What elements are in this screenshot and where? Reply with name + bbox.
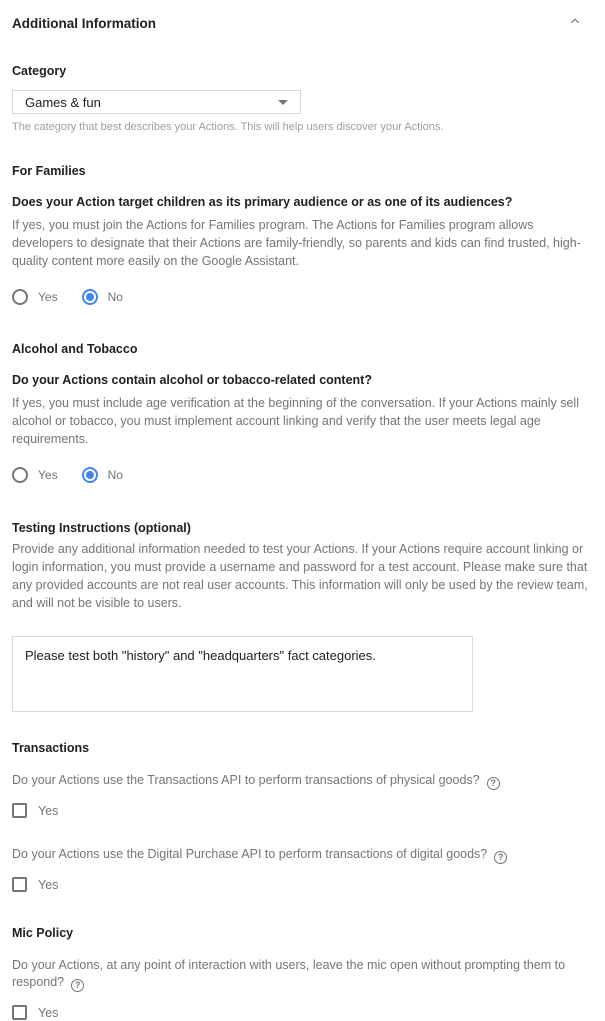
alcohol-tobacco-radio-yes[interactable] — [12, 467, 58, 483]
category-selected-value: Games & fun — [25, 94, 101, 110]
transactions-digital-question — [12, 846, 591, 864]
transactions-physical-question-text: Do your Actions use the Transactions API to perform transactions of physical goods? — [12, 773, 480, 787]
transactions-digital-checkbox[interactable] — [12, 877, 27, 892]
for-families-radio-yes[interactable] — [12, 289, 58, 305]
checkbox-label-yes: Yes — [38, 877, 59, 892]
collapse-section-button[interactable] — [565, 13, 585, 33]
for-families-radio-no[interactable] — [82, 289, 123, 305]
chevron-up-icon — [568, 14, 582, 33]
testing-instructions-title: Testing Instructions (optional) — [12, 521, 191, 535]
mic-policy-checkbox[interactable] — [12, 1005, 27, 1020]
radio-label-yes: Yes — [38, 468, 58, 482]
radio-label-yes: Yes — [38, 290, 58, 304]
category-select[interactable] — [12, 90, 301, 114]
mic-policy-title: Mic Policy — [12, 926, 74, 940]
section-header — [12, 13, 591, 33]
radio-label-no: No — [107, 468, 123, 482]
caret-down-icon — [278, 100, 288, 105]
radio-selected-icon — [82, 289, 98, 305]
mic-policy-question-text: Do your Actions, at any point of interaction with users, leave the mic open without prompting them to respond? — [12, 958, 566, 989]
for-families-title: For Families — [12, 164, 86, 178]
mic-policy-section — [12, 926, 591, 1021]
alcohol-tobacco-radio-group — [12, 466, 591, 484]
transactions-digital-question-text: Do your Actions use the Digital Purchase API to perform transactions of digital goods? — [12, 847, 488, 861]
transactions-physical-row — [12, 802, 591, 819]
help-icon[interactable]: ? — [487, 777, 500, 790]
transactions-physical-checkbox[interactable] — [12, 803, 27, 818]
transactions-section — [12, 741, 591, 893]
alcohol-tobacco-description: If yes, you must include age verification at the beginning of the conversation. If your Actions mainly sell alcohol or tobacco, you must implement account linking and verify that the user meets legal age requirements. — [12, 396, 579, 446]
mic-policy-question — [12, 957, 591, 992]
checkbox-label-yes: Yes — [38, 1005, 59, 1020]
radio-unselected-icon — [12, 467, 28, 483]
for-families-question: Does your Action target children as its primary audience or as one of its audiences? — [12, 195, 513, 209]
alcohol-tobacco-title: Alcohol and Tobacco — [12, 342, 138, 356]
alcohol-tobacco-radio-no[interactable] — [82, 467, 123, 483]
transactions-digital-row — [12, 876, 591, 893]
testing-instructions-description: Provide any additional information needed to test your Actions. If your Actions require account linking or login information, you must provide a username and password for a test account. Please make sure that any provided accounts are not real user accounts. This information will only be used by the review team, and will not be visible to users. — [12, 542, 588, 610]
radio-selected-icon — [82, 467, 98, 483]
radio-label-no: No — [107, 290, 123, 304]
for-families-section — [12, 164, 591, 306]
testing-instructions-input[interactable] — [12, 636, 473, 712]
for-families-radio-group — [12, 288, 591, 306]
category-label: Category — [12, 64, 67, 78]
page-title: Additional Information — [12, 15, 156, 31]
help-icon[interactable]: ? — [71, 979, 84, 992]
checkbox-label-yes: Yes — [38, 803, 59, 818]
mic-policy-row — [12, 1004, 591, 1021]
category-helper-text: The category that best describes your Actions. This will help users discover your Actions. — [12, 121, 444, 133]
testing-instructions-section — [12, 521, 591, 712]
help-icon[interactable]: ? — [494, 851, 507, 864]
for-families-description: If yes, you must join the Actions for Families program. The Actions for Families program allows developers to designate that their Actions are family-friendly, so parents and kids can find trusted, high-quality content more easily on the Google Assistant. — [12, 218, 581, 268]
transactions-title: Transactions — [12, 741, 90, 755]
alcohol-tobacco-question: Do your Actions contain alcohol or tobacco-related content? — [12, 373, 372, 387]
alcohol-tobacco-section — [12, 342, 591, 484]
radio-unselected-icon — [12, 289, 28, 305]
transactions-physical-question — [12, 772, 591, 790]
